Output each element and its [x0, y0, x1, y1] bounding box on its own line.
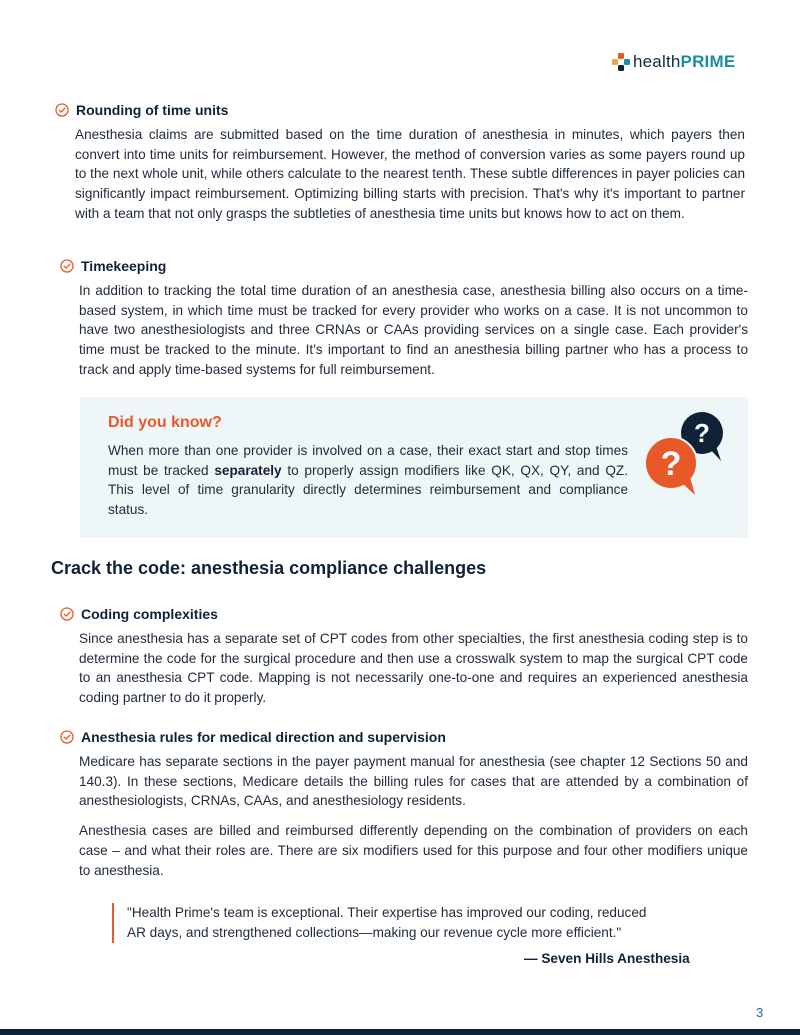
quote-line-2: AR days, and strengthened collections—making our revenue cycle more efficient."	[127, 925, 622, 940]
healthprime-logo	[612, 52, 735, 72]
quote-author: — Seven Hills Anesthesia	[524, 951, 690, 966]
section-body-1: Medicare has separate sections in the payer payment manual for anesthesia (see chapter 12 Sections 50 and 140.3). In these sections, Medicare details the billing rules for cases that are attended by a combination of anesthesiologists, CRNAs, CAAs, and anesthesiology residents.	[79, 754, 748, 809]
svg-text:?: ?	[660, 445, 682, 483]
section-heading	[55, 101, 745, 119]
section-heading	[60, 728, 748, 746]
section-title: Rounding of time units	[76, 102, 229, 118]
question-bubbles-icon	[644, 409, 732, 499]
testimonial-quote	[112, 903, 707, 943]
section-heading	[60, 257, 748, 275]
section-title: Anesthesia rules for medical direction and supervision	[81, 729, 446, 745]
check-circle-icon	[60, 259, 74, 273]
logo-cross-icon	[612, 53, 630, 71]
section-body: In addition to tracking the total time duration of an anesthesia case, anesthesia billing also occurs on a time-based system, in which time must be tracked for every provider who works on a case. It is not uncommon to have two anesthesiologists and three CRNAs or CAAs providing services on a single case. Each provider's time must be tracked to the minute. It's important to find an anesthesia billing partner who has a process to track and apply time-based systems for full reimbursement.	[79, 283, 748, 377]
logo-text-prime: PRIME	[680, 52, 736, 71]
callout-text-before: When more than one provider is involved on a case, their exact start and stop times must be tracked	[108, 443, 628, 478]
logo-text-health: health	[633, 52, 681, 71]
page-number: 3	[756, 1005, 764, 1020]
section-title: Coding complexities	[81, 606, 218, 622]
section-body: Since anesthesia has a separate set of CPT codes from other specialties, the first anesthesia coding step is to determine the code for the surgical procedure and then use a crosswalk system to map the surgical CPT code to an anesthesia CPT code. Mapping is not necessarily one-to-one and requires an experienced anesthesia coding partner to do it properly.	[79, 631, 748, 706]
section-body-2: Anesthesia cases are billed and reimbursed differently depending on the combination of providers on each case – and what their roles are. There are six modifiers used for this purpose and four other modifiers unique to anesthesia.	[79, 823, 748, 878]
callout-text-bold: separately	[214, 462, 282, 478]
check-circle-icon	[55, 103, 69, 117]
callout-text	[108, 441, 628, 520]
section-body: Anesthesia claims are submitted based on the time duration of anesthesia in minutes, which payers then convert into time units for reimbursement. However, the method of conversion varies as some payers round up to the next whole unit, while others calculate to the nearest tenth. These subtle differences in payer policies can significantly impact reimbursement. Optimizing billing starts with precision. That's why it's important to partner with a team that not only grasps the subtleties of anesthesia time units but knows how to act on them.	[75, 127, 745, 221]
callout-text-after: to properly assign modifiers like QK, QX, QY, and QZ. This level of time granularity directly determines reimbursement and compliance status.	[108, 462, 628, 518]
section-rounding	[55, 101, 745, 224]
check-circle-icon	[60, 730, 74, 744]
section-heading	[60, 605, 748, 623]
svg-text:?: ?	[694, 418, 710, 448]
section-timekeeping	[60, 257, 748, 380]
section-rules	[60, 728, 748, 880]
callout-title: Did you know?	[108, 414, 222, 431]
main-heading: Crack the code: anesthesia compliance challenges	[51, 558, 487, 578]
quote-line-1: "Health Prime's team is exceptional. Their expertise has improved our coding, reduced	[127, 905, 647, 920]
footer-bar	[0, 1029, 800, 1035]
section-title: Timekeeping	[81, 258, 167, 274]
check-circle-icon	[60, 607, 74, 621]
did-you-know-callout	[80, 397, 748, 538]
section-coding	[60, 605, 748, 708]
